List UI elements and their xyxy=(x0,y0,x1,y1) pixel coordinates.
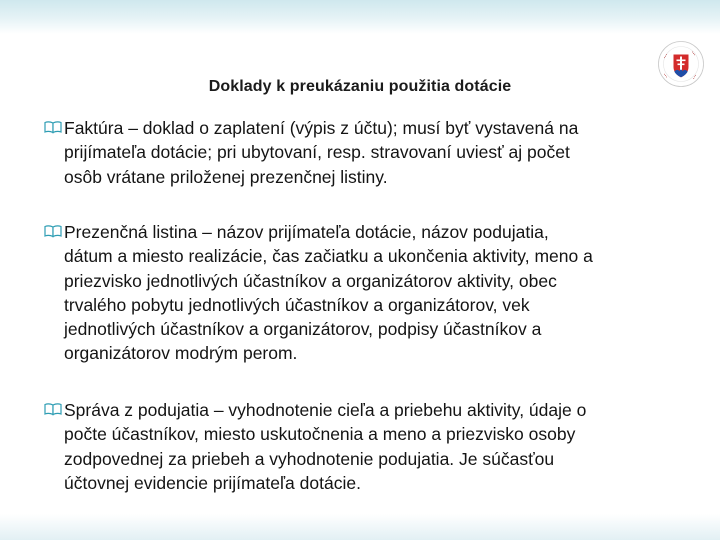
bullet-line: počte účastníkov, miesto uskutočnenia a meno a priezvisko osoby xyxy=(64,424,576,445)
svg-text:•••: ••• xyxy=(690,50,697,57)
bullet-line: dátum a miesto realizácie, čas začiatku a ukončenia aktivity, meno a xyxy=(64,246,593,267)
bullet-line: osôb vrátane priloženej prezenčnej listiny. xyxy=(64,166,388,187)
bullet-line: trvalého pobytu jednotlivých účastníkov a organizátorov, vek xyxy=(64,294,530,315)
bullet-line: jednotlivých účastníkov a organizátorov, podpisy účastníkov a xyxy=(64,319,542,340)
bullet-line: účtovnej evidencie prijímateľa dotácie. xyxy=(64,472,361,493)
open-book-icon xyxy=(44,224,62,238)
bullet-line: Správa z podujatia – vyhodnotenie cieľa a priebehu aktivity, údaje o xyxy=(64,400,587,420)
bullet-line: priezvisko jednotlivých účastníkov a organizátorov aktivity, obec xyxy=(64,270,557,291)
bullet-item-invoice xyxy=(44,116,684,189)
svg-text:•••: ••• xyxy=(691,73,698,81)
bullet-item-event-report xyxy=(44,398,684,495)
bullet-line: prijímateľa dotácie; pri ubytovaní, resp. stravovaní uviesť aj počet xyxy=(64,142,570,163)
svg-text:•••: ••• xyxy=(662,52,669,60)
bullet-line: organizátorov modrým perom. xyxy=(64,343,298,364)
bullet-line: Prezenčná listina – názov prijímateľa dotácie, názov podujatia, xyxy=(64,222,549,242)
open-book-icon xyxy=(44,402,62,416)
open-book-icon xyxy=(44,120,62,134)
bullet-line: Faktúra – doklad o zaplatení (výpis z účtu); musí byť vystavená na xyxy=(64,118,579,138)
bullet-item-attendance-list xyxy=(44,220,684,366)
bullet-line: zodpovednej za priebeh a vyhodnotenie podujatia. Je súčasťou xyxy=(64,448,555,469)
svg-text:•••: ••• xyxy=(662,72,669,79)
slide-title: Doklady k preukázaniu použitia dotácie xyxy=(208,78,512,95)
